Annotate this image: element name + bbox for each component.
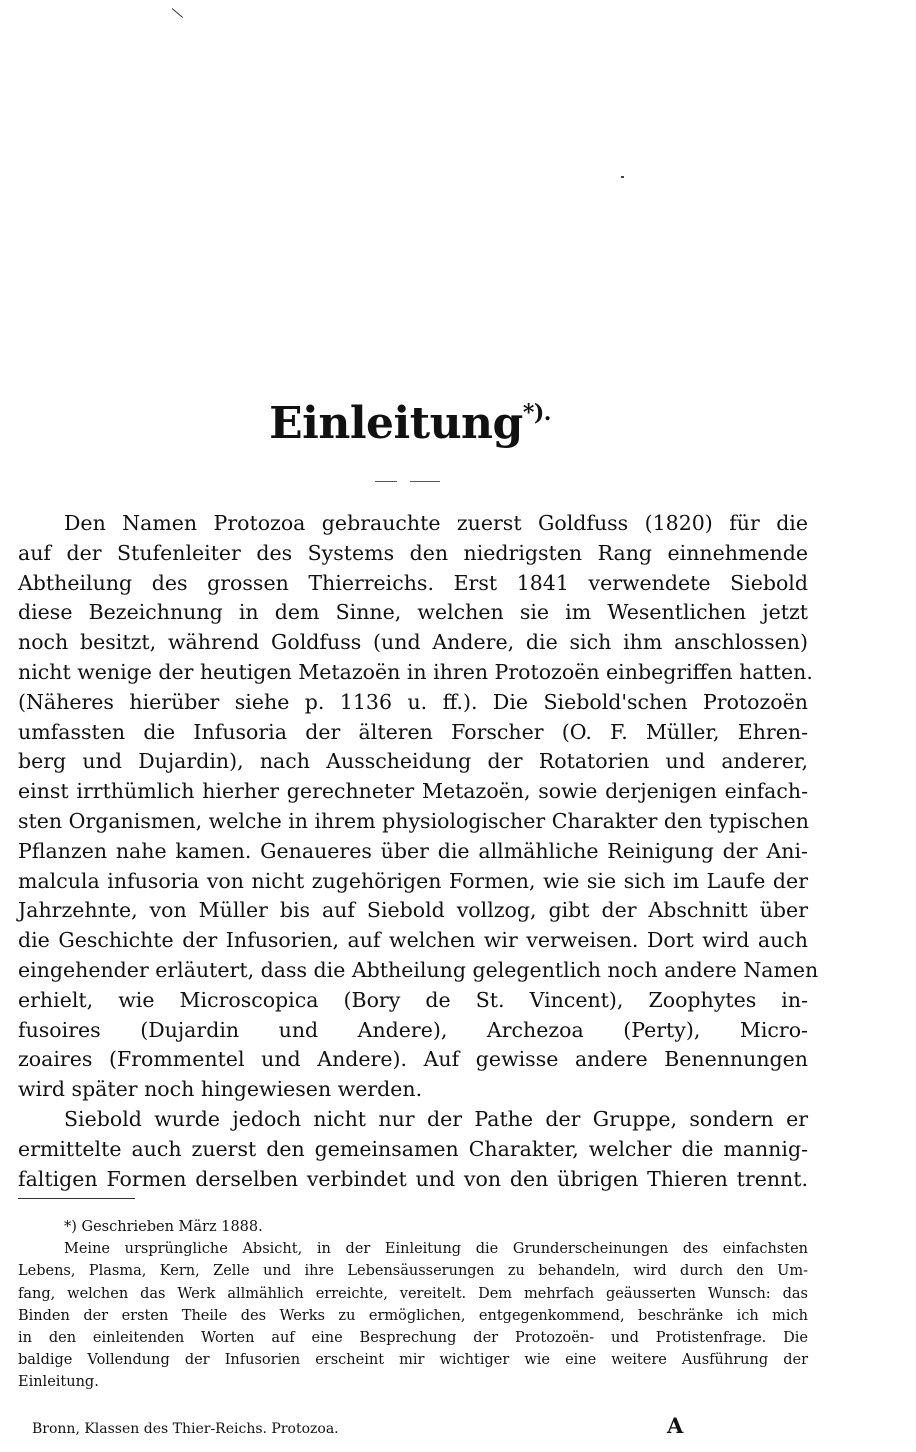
body-line: faltigen Formen derselben verbindet und von den übrigen Thieren trennt. <box>18 1166 808 1191</box>
title-rule-right <box>410 481 440 482</box>
footnote-line: *) Geschrieben März 1888. <box>64 1219 263 1235</box>
footnote-line: fang, welchen das Werk allmählich erreichte, vereitelt. Dem mehrfach geäusserten Wunsch: das <box>18 1285 808 1302</box>
body-line: diese Bezeichnung in dem Sinne, welchen sie im Wesentlichen jetzt <box>18 600 808 625</box>
footnote-line: Lebens, Plasma, Kern, Zelle und ihre Lebensäusserungen zu behandeln, wird durch den Um- <box>18 1263 808 1280</box>
body-line: Abtheilung des grossen Thierreichs. Erst 1841 verwendete Siebold <box>18 570 808 595</box>
footnote-line: Binden der ersten Theile des Werks zu ermöglichen, entgegenkommend, beschränke ich mich <box>18 1307 808 1324</box>
body-line: zoaires (Frommentel und Andere). Auf gewisse andere Benennungen <box>18 1047 808 1072</box>
body-line: Pflanzen nahe kamen. Genaueres über die allmähliche Reinigung der Ani- <box>18 838 808 863</box>
body-line: wird später noch hingewiesen werden. <box>18 1077 423 1102</box>
footnote-block <box>18 1216 808 1394</box>
footnote-line: in den einleitenden Worten auf eine Besprechung der Protozoën- und Protistenfrage. Die <box>18 1329 808 1346</box>
body-text <box>18 509 819 1194</box>
body-line: einst irrthümlich hierher gerechneter Metazoën, sowie derjenigen einfach- <box>18 779 808 804</box>
body-line: erhielt, wie Microscopica (Bory de St. Vincent), Zoophytes in- <box>18 987 808 1012</box>
body-line: malcula infusoria von nicht zugehörigen Formen, wie sie sich im Laufe der <box>18 868 808 893</box>
body-line: sten Organismen, welche in ihrem physiologischer Charakter den typischen <box>18 808 809 833</box>
body-line: ermittelte auch zuerst den gemeinsamen Charakter, welcher die mannig- <box>18 1136 808 1161</box>
title-rule-left <box>375 481 397 482</box>
footnote-rule <box>18 1198 135 1199</box>
body-line: fusoires (Dujardin und Andere), Archezoa (Perty), Micro- <box>18 1017 808 1042</box>
body-line: Siebold wurde jedoch nicht nur der Pathe der Gruppe, sondern er <box>64 1106 808 1131</box>
body-line: Den Namen Protozoa gebrauchte zuerst Goldfuss (1820) für die <box>64 511 808 535</box>
body-line: Jahrzehnte, von Müller bis auf Siebold vollzog, gibt der Abschnitt über <box>18 898 808 923</box>
stray-dot <box>621 176 624 178</box>
running-footer: Bronn, Klassen des Thier-Reichs. Protozoa. <box>32 1421 339 1437</box>
body-line: nicht wenige der heutigen Metazoën in ihren Protozoën einbegriffen hatten. <box>18 659 813 684</box>
body-line: auf der Stufenleiter des Systems den niedrigsten Rang einnehmende <box>18 540 808 565</box>
chapter-title-text: Einleitung <box>269 398 523 449</box>
body-line: die Geschichte der Infusorien, auf welchen wir verweisen. Dort wird auch <box>18 928 808 953</box>
signature-mark: A <box>667 1413 684 1438</box>
footnote-line: Einleitung. <box>18 1374 99 1391</box>
footnote-line: baldige Vollendung der Infusorien erscheint mir wichtiger wie eine weitere Ausführung der <box>18 1352 808 1369</box>
body-line: noch besitzt, während Goldfuss (und Andere, die sich ihm anschlossen) <box>18 630 808 655</box>
stray-mark <box>172 8 183 18</box>
body-line: eingehender erläutert, dass die Abtheilung gelegentlich noch andere Namen <box>18 957 819 982</box>
body-line: umfassten die Infusoria der älteren Forscher (O. F. Müller, Ehren- <box>18 719 808 744</box>
chapter-title <box>0 398 820 449</box>
footnote-line: Meine ursprüngliche Absicht, in der Einleitung die Grunderscheinungen des einfachsten <box>64 1241 808 1258</box>
body-line: (Näheres hierüber siehe p. 1136 u. ff.). Die Siebold'schen Protozoën <box>18 689 808 714</box>
footnote-marker: *). <box>522 400 551 426</box>
body-line: berg und Dujardin), nach Ausscheidung der Rotatorien und anderer, <box>18 749 808 774</box>
